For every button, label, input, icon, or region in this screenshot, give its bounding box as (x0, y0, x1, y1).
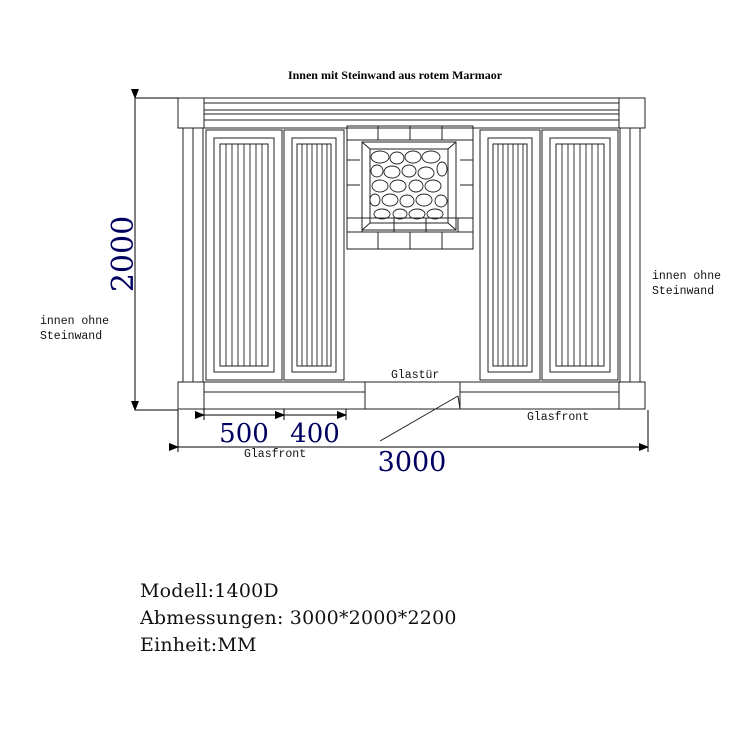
corner-post-bottom-left (178, 382, 204, 409)
dimension-lines (135, 98, 648, 452)
height-dimension-text: 2000 (106, 215, 141, 293)
corner-post-top-right (619, 98, 645, 128)
right-bench-panels (480, 130, 618, 380)
sauna-outline (178, 98, 645, 409)
door-swing-line (380, 396, 458, 441)
left-wall-label-line-2: Steinwand (40, 330, 103, 343)
left-wall-label-line-1: innen ohne (40, 315, 110, 328)
right-wall-label-line-2: Steinwand (652, 285, 715, 298)
corner-post-bottom-right (619, 382, 645, 409)
left-bench-panels (206, 130, 344, 380)
segment-2-dimension-text: 400 (290, 419, 340, 449)
stone-wall (347, 126, 473, 249)
unit-text: Einheit:MM (140, 634, 257, 656)
drawing-title: Innen mit Steinwand aus rotem Marmaor (287, 68, 503, 82)
dimensions-text: Abmessungen: 3000*2000*2200 (140, 607, 457, 629)
width-dimension-text: 3000 (377, 447, 447, 478)
door-threshold (365, 382, 460, 409)
corner-post-top-left (178, 98, 204, 128)
front-right-label: Glasfront (527, 411, 590, 424)
front-left-label: Glasfront (244, 448, 307, 461)
segment-1-dimension-text: 500 (219, 419, 269, 449)
right-wall-label-line-1: innen ohne (652, 270, 722, 283)
door-label: Glastür (391, 369, 440, 382)
model-text: Modell:1400D (140, 580, 279, 602)
